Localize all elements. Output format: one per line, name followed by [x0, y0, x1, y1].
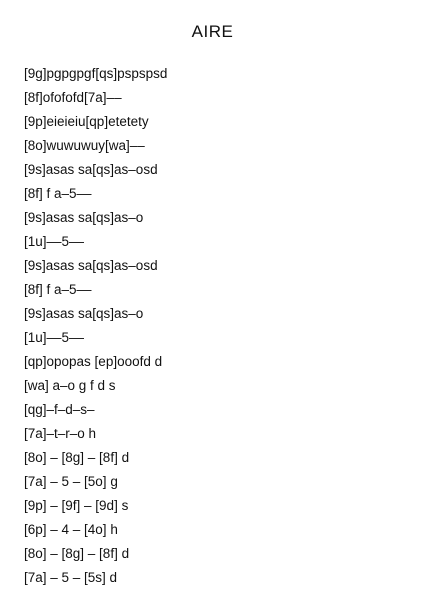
notes-line-1: [9g]pgpgpgf[qs]pspspsd [24, 66, 168, 81]
notes-line-19: [9p] – [9f] – [9d] s [24, 498, 129, 513]
notes-line-8: [1u]––5–– [24, 234, 85, 249]
notes-line-12: [1u]––5–– [24, 330, 85, 345]
notes-line-14: [wa] a–o g f d s [24, 378, 116, 393]
notes-list [24, 62, 167, 590]
notes-line-11: [9s]asas sa[qs]as–o [24, 306, 144, 321]
notes-line-18: [7a] – 5 – [5o] g [24, 474, 118, 489]
notes-line-10: [8f] f a–5–– [24, 282, 92, 297]
notes-line-22: [7a] – 5 – [5s] d [24, 570, 118, 585]
notes-line-13: [qp]opopas [ep]ooofd d [24, 354, 163, 369]
notes-line-2: [8f]ofofofd[7a]–– [24, 90, 122, 105]
notes-line-16: [7a]–t–r–o h [24, 426, 97, 441]
notes-line-3: [9p]eieieiu[qp]etetety [24, 114, 149, 129]
notes-line-17: [8o] – [8g] – [8f] d [24, 450, 130, 465]
notes-line-7: [9s]asas sa[qs]as–o [24, 210, 144, 225]
notes-line-20: [6p] – 4 – [4o] h [24, 522, 118, 537]
page-title: AIRE [191, 22, 234, 41]
notes-line-5: [9s]asas sa[qs]as–osd [24, 162, 158, 177]
notes-line-6: [8f] f a–5–– [24, 186, 92, 201]
notes-line-9: [9s]asas sa[qs]as–osd [24, 258, 158, 273]
notes-line-4: [8o]wuwuwuy[wa]–– [24, 138, 145, 153]
notes-line-21: [8o] – [8g] – [8f] d [24, 546, 130, 561]
notes-line-15: [qg]–f–d–s– [24, 402, 95, 417]
